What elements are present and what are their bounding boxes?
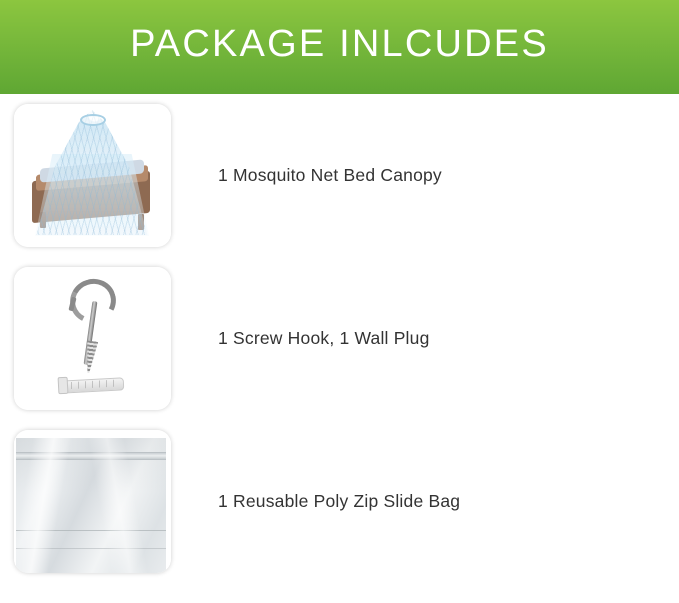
screw-hook-and-wall-plug-image: [14, 267, 171, 410]
poly-bag-highlight: [16, 438, 166, 573]
page-title: PACKAGE INLCUDES: [130, 23, 549, 65]
list-item: [0, 94, 679, 257]
canopy-scene: [14, 104, 171, 247]
list-item-label: 1 Mosquito Net Bed Canopy: [218, 165, 442, 185]
wall-plug-collar: [58, 377, 69, 395]
list-item: [0, 257, 679, 420]
list-item-label: 1 Screw Hook, 1 Wall Plug: [218, 328, 430, 348]
canopy-hoop-shape: [80, 114, 106, 126]
reusable-poly-zip-slide-bag-image: [14, 430, 171, 573]
list-item-label: 1 Reusable Poly Zip Slide Bag: [218, 491, 461, 511]
list-item: [0, 420, 679, 583]
package-items-list: [0, 94, 679, 583]
bag-scene: [14, 430, 171, 573]
header-banner: [0, 0, 679, 94]
hook-scene: [14, 267, 171, 410]
mosquito-net-bed-canopy-image: [14, 104, 171, 247]
